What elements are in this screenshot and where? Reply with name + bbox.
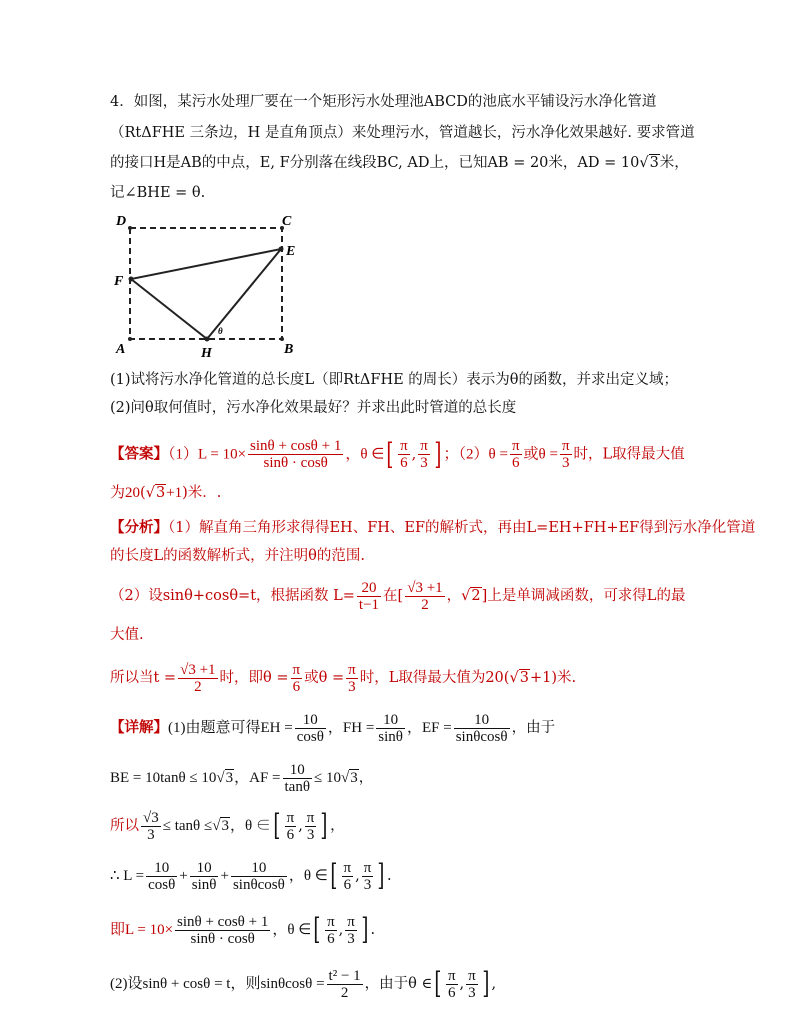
point-e bbox=[279, 247, 284, 252]
detail-text: ，由于θ ∈ bbox=[364, 976, 433, 992]
detail-line-6 bbox=[110, 966, 496, 1002]
denominator: 2 bbox=[340, 984, 349, 1001]
fraction bbox=[357, 580, 381, 613]
plus-sign: + bbox=[179, 868, 188, 884]
denominator: 6 bbox=[327, 930, 335, 947]
comma: , bbox=[298, 818, 303, 834]
detail-line-2 bbox=[110, 760, 373, 796]
denominator: tanθ bbox=[284, 778, 311, 795]
label-f: F bbox=[114, 274, 124, 289]
detail-text: ， bbox=[358, 770, 374, 786]
comma: , bbox=[411, 446, 417, 463]
detail-text: ，θ ∈ bbox=[288, 868, 328, 884]
numerator: 10 bbox=[146, 860, 177, 877]
answer-text: 时，L取得最大值 bbox=[573, 446, 685, 463]
denominator: sinθcosθ bbox=[232, 876, 285, 893]
geometry-figure bbox=[110, 208, 310, 363]
denominator: 2 bbox=[421, 596, 429, 613]
numerator: π bbox=[561, 438, 570, 454]
point-f bbox=[129, 277, 134, 282]
denominator: sinθ · cosθ bbox=[263, 455, 328, 471]
bracket-left: [ bbox=[386, 436, 394, 472]
analysis-line-5: 所以当t = $\frac{√3 +1}{2}$ 时，即θ = $\frac{\pi}{6}$ 或θ = $\frac{\pi}{3}$ 时，L取得最大值为20(√3+1)米. bbox=[110, 661, 577, 695]
point-b bbox=[280, 337, 284, 341]
label-h: H bbox=[201, 346, 212, 361]
comma: , bbox=[338, 922, 344, 938]
analysis-text: （1）解直角三角形求得得EH、FH、EF的解析式，再由L=EH+FH+EF得到污水净化管道 bbox=[168, 520, 756, 536]
sqrt-expression: √3 bbox=[639, 155, 659, 171]
analysis-text: 在[ bbox=[383, 588, 404, 604]
radicand: 3 bbox=[519, 670, 529, 686]
detail-tag: 【详解】 bbox=[110, 719, 168, 736]
sqrt-expression: √3 bbox=[216, 770, 234, 786]
fraction bbox=[327, 968, 363, 1001]
detail-text: ∴ L = bbox=[110, 868, 145, 884]
radicand: 2 bbox=[471, 588, 481, 604]
radicand: 3 bbox=[221, 818, 229, 834]
point-h bbox=[205, 337, 210, 342]
analysis-text: 大值. bbox=[110, 627, 144, 643]
denominator: 2 bbox=[194, 678, 202, 695]
denominator: 3 bbox=[306, 826, 315, 843]
radicand: 3 bbox=[225, 770, 234, 786]
numerator: π bbox=[286, 809, 295, 826]
denominator: sinθ · cosθ bbox=[190, 930, 255, 947]
fraction bbox=[362, 860, 374, 893]
answer-text: （1）L = 10× bbox=[168, 446, 247, 463]
numerator: t² − 1 bbox=[328, 967, 361, 984]
bracket-right: ] bbox=[377, 858, 385, 893]
numerator: π bbox=[468, 967, 476, 984]
denominator: 3 bbox=[363, 876, 372, 893]
answer-text: 或θ = bbox=[523, 446, 558, 463]
fraction bbox=[454, 712, 510, 745]
problem-line-3 bbox=[110, 153, 689, 173]
problem-text: 4．如图，某污水处理厂要在一个矩形污水处理池ABCD的池底水平铺设污水净化管道 bbox=[110, 94, 657, 110]
analysis-text: 所以当t = bbox=[110, 670, 177, 686]
detail-text: (1)由题意可得EH = bbox=[168, 720, 293, 736]
answer-tag: 【答案】 bbox=[110, 445, 168, 463]
numerator: π bbox=[327, 913, 335, 930]
fraction bbox=[418, 438, 430, 471]
denominator: sinθ bbox=[378, 728, 403, 745]
point-d bbox=[128, 226, 132, 230]
analysis-line-1 bbox=[110, 518, 755, 538]
fraction bbox=[342, 860, 354, 893]
analysis-text: +1 bbox=[529, 670, 552, 686]
numerator: π bbox=[343, 859, 352, 876]
numerator: 10 bbox=[295, 712, 326, 729]
analysis-line-2 bbox=[110, 546, 365, 566]
fraction bbox=[146, 860, 177, 893]
denominator: 3 bbox=[147, 826, 155, 843]
analysis-text: ， bbox=[446, 588, 462, 604]
numerator: π bbox=[292, 661, 301, 678]
fraction bbox=[283, 762, 313, 795]
detail-text: ，EF = bbox=[406, 720, 452, 736]
comma: , bbox=[459, 976, 465, 992]
fraction bbox=[141, 810, 161, 843]
detail-text: ≤ 10 bbox=[314, 770, 341, 786]
numerator: sinθ + cosθ + 1 bbox=[250, 438, 342, 454]
denominator: cosθ bbox=[296, 728, 324, 745]
problem-line-2 bbox=[110, 123, 695, 143]
bracket-right: ] bbox=[434, 436, 442, 472]
denominator: 3 bbox=[348, 678, 356, 695]
fraction bbox=[446, 968, 458, 1001]
detail-text: (2)设sinθ + cosθ = t，则sinθcosθ = bbox=[110, 976, 325, 992]
fraction bbox=[398, 438, 410, 471]
numerator: √3 +1 bbox=[407, 579, 443, 596]
numerator: π bbox=[447, 967, 456, 984]
numerator: √3 bbox=[143, 809, 159, 826]
answer-text: ；（2）θ = bbox=[443, 446, 508, 463]
question-2 bbox=[110, 398, 516, 418]
detail-line-1 bbox=[110, 710, 555, 746]
numerator: sinθ + cosθ + 1 bbox=[177, 913, 269, 930]
denominator: 6 bbox=[343, 876, 352, 893]
denominator: 3 bbox=[468, 984, 476, 1001]
analysis-text: 时，即θ = bbox=[219, 670, 289, 686]
denominator: 3 bbox=[347, 930, 355, 947]
detail-text: ≤ tanθ ≤ bbox=[162, 818, 213, 834]
numerator: π bbox=[348, 661, 356, 678]
detail-line-4 bbox=[110, 858, 392, 894]
detail-text: , bbox=[491, 976, 497, 992]
answer-line-2: 为20(√3+1)米．. bbox=[110, 485, 222, 501]
radicand: 3 bbox=[649, 155, 659, 171]
answer-text: ，θ ∈ bbox=[345, 446, 385, 463]
answer-text: +1 bbox=[166, 485, 183, 501]
label-c: C bbox=[282, 214, 292, 229]
answer-text: 米．. bbox=[187, 485, 222, 501]
bracket-left: [ bbox=[434, 966, 442, 1001]
detail-text: ， bbox=[330, 818, 345, 834]
bracket-left: [ bbox=[313, 912, 321, 947]
fraction bbox=[325, 914, 337, 947]
detail-line-5 bbox=[110, 912, 375, 948]
answer-line-1 bbox=[110, 438, 685, 471]
problem-text: 的接口H是AB的中点，E, F分别落在线段BC, AD上，已知AB = 20米，AD = 10 bbox=[110, 155, 640, 171]
analysis-text: 时，L取得最大值为20 bbox=[359, 670, 504, 686]
denominator: 6 bbox=[511, 455, 520, 471]
fraction bbox=[466, 968, 478, 1001]
fraction bbox=[175, 914, 270, 947]
numerator: π bbox=[511, 438, 520, 454]
sqrt-expression: √3 bbox=[145, 485, 166, 501]
bracket-right: ] bbox=[320, 808, 328, 843]
analysis-text: 的长度L的函数解析式，并注明θ的范围. bbox=[110, 548, 365, 564]
denominator: 6 bbox=[292, 678, 301, 695]
numerator: √3 +1 bbox=[180, 661, 216, 678]
label-b: B bbox=[284, 342, 294, 357]
radicand: 3 bbox=[155, 485, 166, 501]
label-d: D bbox=[116, 214, 127, 229]
denominator: 3 bbox=[561, 455, 570, 471]
question-1 bbox=[110, 370, 678, 390]
fraction bbox=[560, 438, 572, 471]
fraction bbox=[248, 438, 343, 471]
fraction bbox=[405, 580, 444, 613]
numerator: 10 bbox=[231, 860, 287, 877]
detail-text: 即L = 10× bbox=[110, 922, 174, 938]
fraction bbox=[190, 860, 219, 893]
analysis-text: 米. bbox=[557, 670, 577, 686]
detail-text: BE = 10tanθ ≤ 10 bbox=[110, 770, 217, 786]
detail-line-3 bbox=[110, 808, 345, 844]
fraction bbox=[510, 438, 522, 471]
fraction bbox=[345, 914, 357, 947]
denominator: 3 bbox=[420, 455, 428, 471]
denominator: sinθcosθ bbox=[455, 728, 508, 745]
numerator: 10 bbox=[454, 712, 510, 729]
denominator: t−1 bbox=[358, 596, 380, 613]
point-a bbox=[128, 337, 132, 341]
bracket-right: ] bbox=[482, 966, 490, 1001]
analysis-tag: 【分析】 bbox=[110, 519, 168, 536]
fraction bbox=[346, 662, 358, 695]
denominator: cosθ bbox=[148, 876, 176, 893]
fraction bbox=[295, 712, 326, 745]
sqrt-expression: √2 bbox=[461, 588, 481, 604]
problem-line-4 bbox=[110, 183, 205, 203]
numerator: π bbox=[347, 913, 355, 930]
analysis-line-4 bbox=[110, 625, 144, 645]
radicand: 3 bbox=[350, 770, 358, 786]
fraction bbox=[178, 662, 217, 695]
fraction bbox=[376, 712, 405, 745]
numerator: π bbox=[420, 438, 428, 454]
fraction bbox=[305, 810, 317, 843]
detail-text: ，θ ∈ bbox=[229, 818, 271, 834]
bracket-left: [ bbox=[273, 808, 281, 843]
denominator: 6 bbox=[447, 984, 456, 1001]
analysis-text: （2）设sinθ+cosθ=t，根据函数 L= bbox=[110, 588, 355, 604]
bracket-left: [ bbox=[330, 858, 338, 893]
plus-sign: + bbox=[220, 868, 229, 884]
denominator: sinθ bbox=[191, 876, 217, 893]
numerator: π bbox=[306, 809, 315, 826]
fraction bbox=[285, 810, 297, 843]
comma: , bbox=[355, 868, 360, 884]
analysis-line-3 bbox=[110, 578, 685, 614]
sqrt-expression: √3 bbox=[509, 670, 529, 686]
analysis-text: ]上是单调减函数，可求得L的最 bbox=[481, 588, 686, 604]
fraction bbox=[291, 662, 303, 695]
problem-text: 米， bbox=[659, 155, 689, 171]
triangle-fhe bbox=[131, 249, 281, 339]
question-text: (1)试将污水净化管道的总长度L（即RtΔFHE 的周长）表示为θ的函数，并求出定义域； bbox=[110, 372, 679, 388]
problem-line-1 bbox=[110, 92, 656, 112]
detail-text: ，FH = bbox=[327, 720, 375, 736]
numerator: 10 bbox=[283, 762, 313, 779]
numerator: 10 bbox=[376, 712, 405, 729]
numerator: 20 bbox=[357, 580, 381, 597]
detail-text: ，θ ∈ bbox=[272, 922, 312, 938]
numerator: π bbox=[400, 438, 408, 454]
rectangle-abcd bbox=[130, 228, 282, 339]
sqrt-expression: √3 bbox=[341, 770, 358, 786]
detail-text: . bbox=[387, 868, 392, 884]
analysis-text: 或θ = bbox=[304, 670, 345, 686]
label-theta: θ bbox=[218, 326, 223, 336]
denominator: 6 bbox=[286, 826, 295, 843]
numerator: 10 bbox=[190, 860, 219, 877]
problem-text: （RtΔFHE 三条边，H 是直角顶点）来处理污水，管道越长，污水净化效果越好. 要求管道 bbox=[110, 125, 695, 141]
detail-text: ，AF = bbox=[234, 770, 281, 786]
denominator: 6 bbox=[400, 455, 408, 471]
fraction bbox=[231, 860, 287, 893]
label-a: A bbox=[116, 342, 126, 357]
bracket-right: ] bbox=[361, 912, 369, 947]
problem-text: 记∠BHE = θ. bbox=[110, 185, 206, 201]
sqrt-expression: √3 bbox=[212, 818, 229, 834]
question-text: (2)问θ取何值时，污水净化效果最好？并求出此时管道的总长度 bbox=[110, 400, 517, 416]
numerator: π bbox=[363, 859, 372, 876]
detail-text: ，由于 bbox=[511, 720, 556, 736]
label-e: E bbox=[286, 244, 296, 259]
detail-text: . bbox=[370, 922, 376, 938]
answer-text: 为20 bbox=[110, 485, 141, 501]
detail-text: 所以 bbox=[110, 818, 139, 834]
